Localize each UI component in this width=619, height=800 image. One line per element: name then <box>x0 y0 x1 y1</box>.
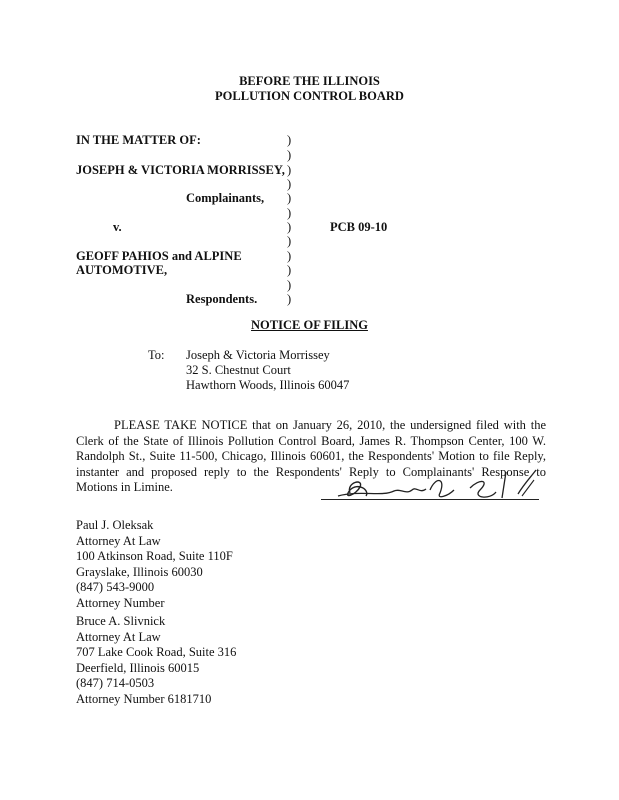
caption-paren: ) <box>287 191 292 205</box>
respondent-names-line-1: GEOFF PAHIOS and ALPINE <box>76 249 242 263</box>
notice-title: NOTICE OF FILING <box>251 318 368 332</box>
caption-paren: ) <box>287 163 292 177</box>
caption-paren: ) <box>287 148 292 162</box>
caption-paren: ) <box>287 278 292 292</box>
respondent-names-line-2: AUTOMOTIVE, <box>76 263 168 277</box>
attorney-1-number: Attorney Number <box>76 595 165 610</box>
attorney-1-title: Attorney At Law <box>76 533 161 548</box>
recipient-city: Hawthorn Woods, Illinois 60047 <box>186 378 350 392</box>
caption-paren: ) <box>287 220 292 234</box>
attorney-block-1 <box>76 518 233 611</box>
notice-body-text: PLEASE TAKE NOTICE that on January 26, 2010, the undersigned filed with the Clerk of the State of Illinois Pollution Control Board, James R. Thompson Center, 100 W. Randolph St., Suite 11-500, Chicago, Illinois 60601, the Respondents' Motion to file Reply, instanter and proposed reply to the Respondents' Reply to Complainants' Response to Motions in Limine. <box>76 418 546 494</box>
attorney-2-city: Deerfield, Illinois 60015 <box>76 660 200 675</box>
attorney-2-phone: (847) 714-0503 <box>76 676 155 690</box>
signature-line <box>321 499 539 500</box>
caption-paren: ) <box>287 206 292 220</box>
caption-paren: ) <box>287 133 292 147</box>
case-number: PCB 09-10 <box>330 220 388 234</box>
caption-paren: ) <box>287 292 292 306</box>
attorney-2-street: 707 Lake Cook Road, Suite 316 <box>76 645 237 659</box>
recipient-name: Joseph & Victoria Morrissey <box>186 348 330 362</box>
attorney-block-2 <box>76 614 236 707</box>
attorney-1-phone: (847) 543-9000 <box>76 580 155 594</box>
recipient-street: 32 S. Chestnut Court <box>186 363 291 377</box>
matter-label: IN THE MATTER OF: <box>76 133 201 147</box>
complainants-label: Complainants, <box>186 191 265 205</box>
attorney-1-name: Paul J. Oleksak <box>76 518 154 532</box>
versus-label: v. <box>113 220 122 234</box>
respondents-label: Respondents. <box>186 292 258 306</box>
caption-paren: ) <box>287 234 292 248</box>
heading-line-2: POLLUTION CONTROL BOARD <box>215 89 404 103</box>
attorney-2-number: Attorney Number 6181710 <box>76 691 212 706</box>
attorney-2-title: Attorney At Law <box>76 629 161 644</box>
attorney-1-city: Grayslake, Illinois 60030 <box>76 564 203 579</box>
attorney-2-name: Bruce A. Slivnick <box>76 614 166 628</box>
caption-paren: ) <box>287 263 292 277</box>
to-label: To: <box>148 348 165 362</box>
caption-paren: ) <box>287 177 292 191</box>
attorney-1-street: 100 Atkinson Road, Suite 110F <box>76 549 233 563</box>
complainant-names: JOSEPH & VICTORIA MORRISSEY, <box>76 163 285 177</box>
caption-paren: ) <box>287 249 292 263</box>
heading-line-1: BEFORE THE ILLINOIS <box>239 74 380 88</box>
